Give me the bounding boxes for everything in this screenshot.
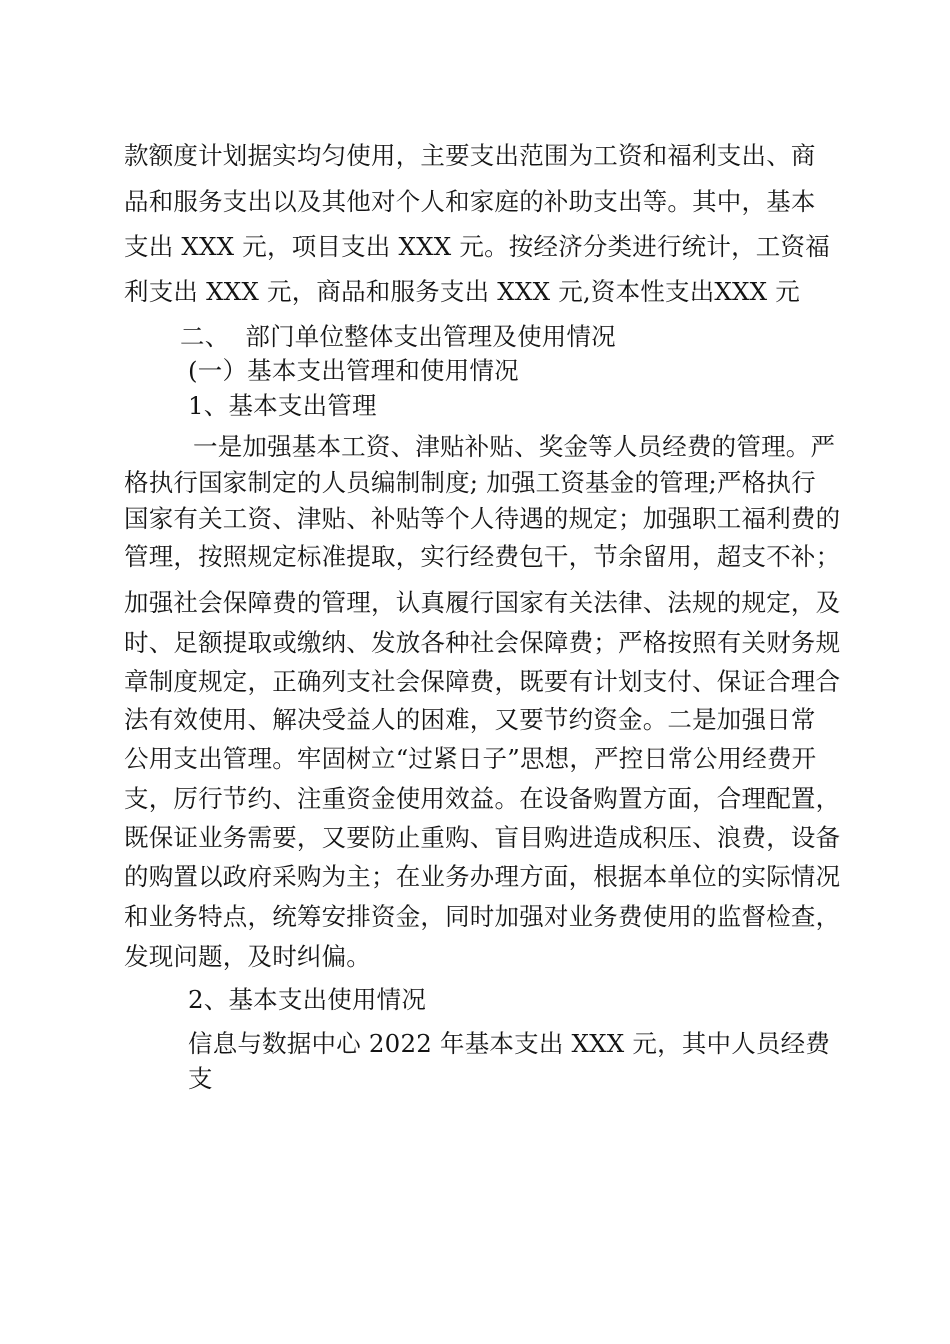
body-text-line: 品和服务支出以及其他对个人和家庭的补助支出等。其中，基本	[124, 187, 816, 216]
section-heading: 二、 部门单位整体支出管理及使用情况	[180, 322, 616, 351]
item-heading: 1、基本支出管理	[188, 391, 377, 420]
body-text-line: 支出 XXX 元，项目支出 XXX 元。按经济分类进行统计，工资福	[124, 232, 830, 261]
body-text-line: 发现问题，及时纠偏。	[124, 942, 371, 971]
body-text-line: 的购置以政府采购为主；在业务办理方面，根据本单位的实际情况	[124, 862, 841, 891]
body-text-line: 时、足额提取或缴纳、发放各种社会保障费；严格按照有关财务规	[124, 628, 841, 657]
body-text-line: 法有效使用、解决受益人的困难，又要节约资金。二是加强日常	[124, 705, 816, 734]
body-text-line: 和业务特点，统筹安排资金，同时加强对业务费使用的监督检查，	[124, 902, 841, 931]
body-text-line: 信息与数据中心 2022 年基本支出 XXX 元，其中人员经费	[188, 1029, 831, 1058]
body-text-line: 款额度计划据实均匀使用，主要支出范围为工资和福利支出、商	[124, 141, 816, 170]
subsection-heading: (一）基本支出管理和使用情况	[188, 356, 519, 385]
body-text-line: 支，厉行节约、注重资金使用效益。在设备购置方面，合理配置，	[124, 784, 841, 813]
body-text-line: 公用支出管理。牢固树立“过紧日子”思想，严控日常公用经费开	[124, 744, 817, 773]
item-heading: 2、基本支出使用情况	[188, 985, 427, 1014]
body-text-line: 格执行国家制定的人员编制制度; 加强工资基金的管理;严格执行	[124, 468, 816, 497]
body-text-line: 一是加强基本工资、津贴补贴、奖金等人员经费的管理。严	[185, 432, 836, 461]
body-text-line: 加强社会保障费的管理，认真履行国家有关法律、法规的规定，及	[124, 588, 841, 617]
body-text-line: 支	[188, 1064, 213, 1093]
body-text-line: 管理，按照规定标准提取，实行经费包干，节余留用，超支不补；	[124, 542, 841, 571]
body-text-line: 利支出 XXX 元，商品和服务支出 XXX 元,资本性支出XXX 元	[124, 277, 801, 306]
body-text-line: 既保证业务需要，又要防止重购、盲目购进造成积压、浪费，设备	[124, 823, 841, 852]
body-text-line: 国家有关工资、津贴、补贴等个人待遇的规定；加强职工福利费的	[124, 504, 841, 533]
body-text-line: 章制度规定，正确列支社会保障费，既要有计划支付、保证合理合	[124, 667, 841, 696]
